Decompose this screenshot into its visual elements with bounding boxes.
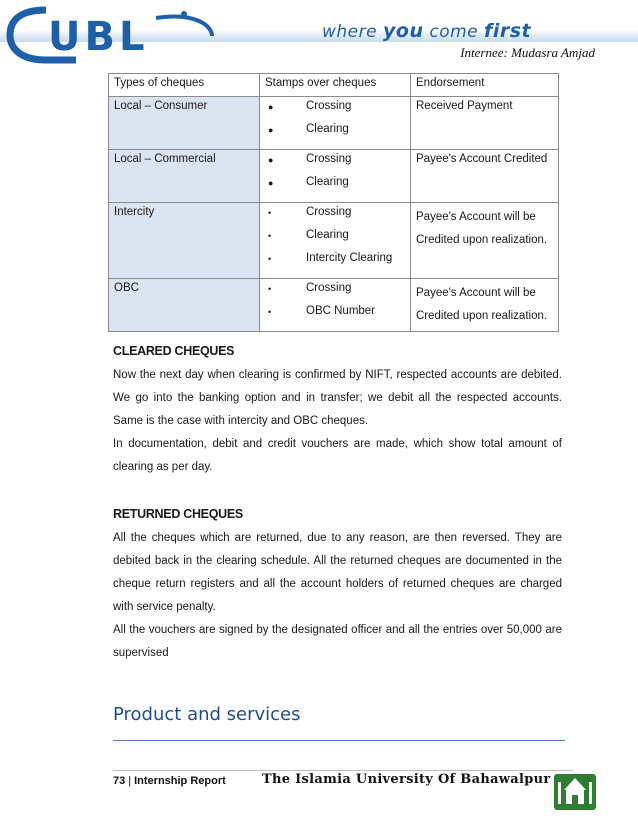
stamp-item: ● Clearing bbox=[265, 176, 405, 199]
stamp-item: • OBC Number bbox=[265, 305, 405, 328]
footer-rule bbox=[113, 770, 573, 771]
tagline: where you come first bbox=[322, 20, 532, 42]
paragraph: In documentation, debit and credit vouchers are made, which show total amount of clearing as per day. bbox=[113, 438, 562, 473]
cheque-type-cell: Local – Consumer bbox=[109, 97, 260, 150]
stamps-cell bbox=[260, 279, 411, 332]
internee-name: Internee: Mudasra Amjad bbox=[460, 45, 595, 60]
bullet-icon: ● bbox=[268, 155, 274, 165]
bullet-icon: • bbox=[268, 231, 272, 241]
stamp-item: ● Crossing bbox=[265, 153, 405, 176]
endorsement-cell: Received Payment bbox=[411, 97, 559, 150]
bullet-icon: ● bbox=[268, 125, 274, 135]
section-heading: RETURNED CHEQUES bbox=[113, 507, 243, 521]
returned-cheques-section bbox=[113, 503, 562, 665]
bullet-icon: • bbox=[268, 254, 272, 264]
footer-separator: | bbox=[128, 775, 132, 787]
cheque-type-cell: Local – Commercial bbox=[109, 150, 260, 203]
page-header bbox=[0, 0, 638, 66]
bullet-icon: ● bbox=[268, 102, 274, 112]
stamp-item: ● Crossing bbox=[265, 100, 405, 123]
stamp-item: • Intercity Clearing bbox=[265, 252, 405, 275]
section-heading: CLEARED CHEQUES bbox=[113, 344, 235, 358]
stamps-cell bbox=[260, 203, 411, 279]
endorsement-cell: Payee's Account Credited bbox=[411, 150, 559, 203]
table-row bbox=[109, 203, 559, 279]
page-number: 73 bbox=[113, 775, 126, 787]
page-footer bbox=[113, 775, 226, 787]
paragraph: Now the next day when clearing is confirmed by NIFT, respected accounts are debited. We go into the banking option and in transfer; we debit all the respected accounts. Same is the case with intercity and OBC cheques. bbox=[113, 369, 562, 427]
paragraph: All the vouchers are signed by the designated officer and all the entries over 50,000 are supervised bbox=[113, 624, 562, 659]
table-row bbox=[109, 150, 559, 203]
bullet-icon: • bbox=[268, 307, 272, 317]
stamp-item: ● Clearing bbox=[265, 123, 405, 146]
table-header: Types of cheques bbox=[109, 74, 260, 97]
table-row bbox=[109, 279, 559, 332]
university-crest-icon bbox=[552, 768, 598, 812]
paragraph: All the cheques which are returned, due to any reason, are then reversed. They are debited back in the clearing schedule. All the returned cheques are documented in the cheque return registers and all the account holders of returned cheques are charged with service penalty. bbox=[113, 532, 562, 613]
stamp-item: • Clearing bbox=[265, 229, 405, 252]
table-header: Stamps over cheques bbox=[260, 74, 411, 97]
bullet-icon: • bbox=[268, 284, 272, 294]
cheque-type-cell: Intercity bbox=[109, 203, 260, 279]
table-header-row bbox=[109, 74, 559, 97]
table-header: Endorsement bbox=[411, 74, 559, 97]
endorsement-cell: Payee's Account will be Credited upon realization. bbox=[411, 203, 559, 279]
cheque-type-cell: OBC bbox=[109, 279, 260, 332]
product-heading: Product and services bbox=[113, 704, 301, 725]
cleared-cheques-section bbox=[113, 340, 562, 479]
bullet-icon: ● bbox=[268, 178, 274, 188]
university-name: The Islamia University Of Bahawalpur bbox=[262, 772, 551, 787]
endorsement-cell: Payee's Account will be Credited upon realization. bbox=[411, 279, 559, 332]
bullet-icon: • bbox=[268, 208, 272, 218]
stamp-item: • Crossing bbox=[265, 282, 405, 305]
ubl-logo bbox=[6, 4, 216, 64]
heading-rule bbox=[113, 740, 565, 741]
stamp-item: • Crossing bbox=[265, 206, 405, 229]
svg-text:UBL: UBL bbox=[48, 14, 149, 60]
stamps-cell bbox=[260, 150, 411, 203]
stamps-cell bbox=[260, 97, 411, 150]
cheques-table bbox=[108, 73, 559, 332]
table-row bbox=[109, 97, 559, 150]
report-title: Internship Report bbox=[134, 775, 226, 787]
